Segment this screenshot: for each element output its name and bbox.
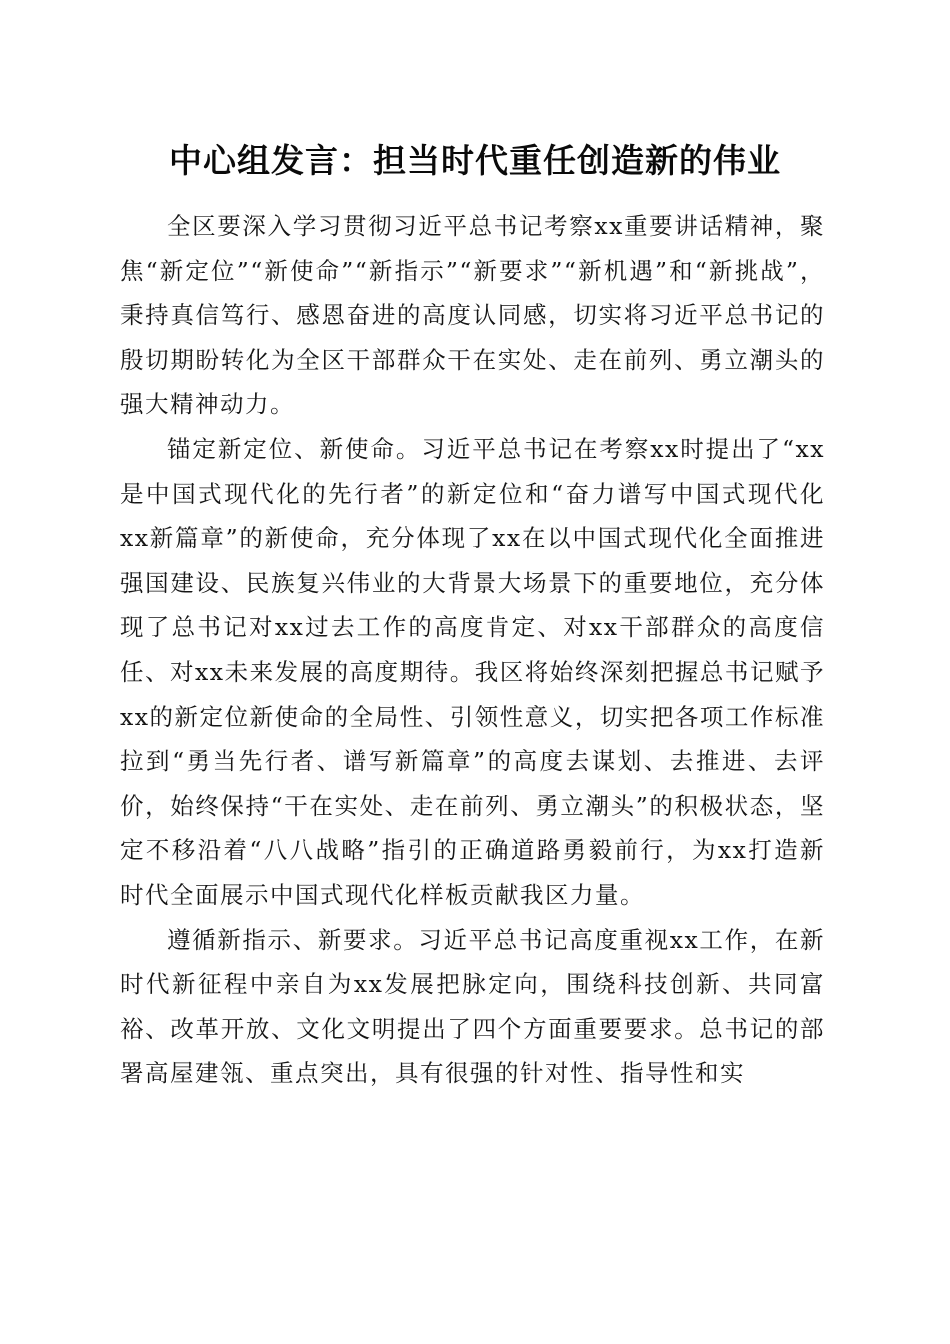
paragraph-new-positioning: 锚定新定位、新使命。习近平总书记在考察xx时提出了“xx是中国式现代化的先行者”的新定位和“奋力谱写中国式现代化xx新篇章”的新使命，充分体现了xx在以中国式现代化全面推进强国建设、民族复兴伟业的大背景大场景下的重要地位，充分体现了总书记对xx过去工作的高度肯定、对xx干部群众的高度信任、对xx未来发展的高度期待。我区将始终深刻把握总书记赋予xx的新定位新使命的全局性、引领性意义，切实把各项工作标准拉到“勇当先行者、谱写新篇章”的高度去谋划、去推进、去评价，始终保持“干在实处、走在前列、勇立潮头”的积极状态，坚定不移沿着“八八战略”指引的正确道路勇毅前行，为xx打造新时代全面展示中国式现代化样板贡献我区力量。 xyxy=(120,434,825,909)
document-title: 中心组发言：担当时代重任创造新的伟业 xyxy=(169,141,781,180)
document-body xyxy=(120,204,825,1096)
paragraph-intro: 全区要深入学习贯彻习近平总书记考察xx重要讲话精神，聚焦“新定位”“新使命”“新指示”“新要求”“新机遇”和“新挑战”，秉持真信笃行、感恩奋进的高度认同感，切实将习近平总书记的殷切期盼转化为全区干部群众干在实处、走在前列、勇立潮头的强大精神动力。 xyxy=(120,212,825,419)
paragraph-new-instructions: 遵循新指示、新要求。习近平总书记高度重视xx工作，在新时代新征程中亲自为xx发展把脉定向，围绕科技创新、共同富裕、改革开放、文化文明提出了四个方面重要要求。总书记的部署高屋建瓴、重点突出，具有很强的针对性、指导性和实 xyxy=(120,925,825,1088)
